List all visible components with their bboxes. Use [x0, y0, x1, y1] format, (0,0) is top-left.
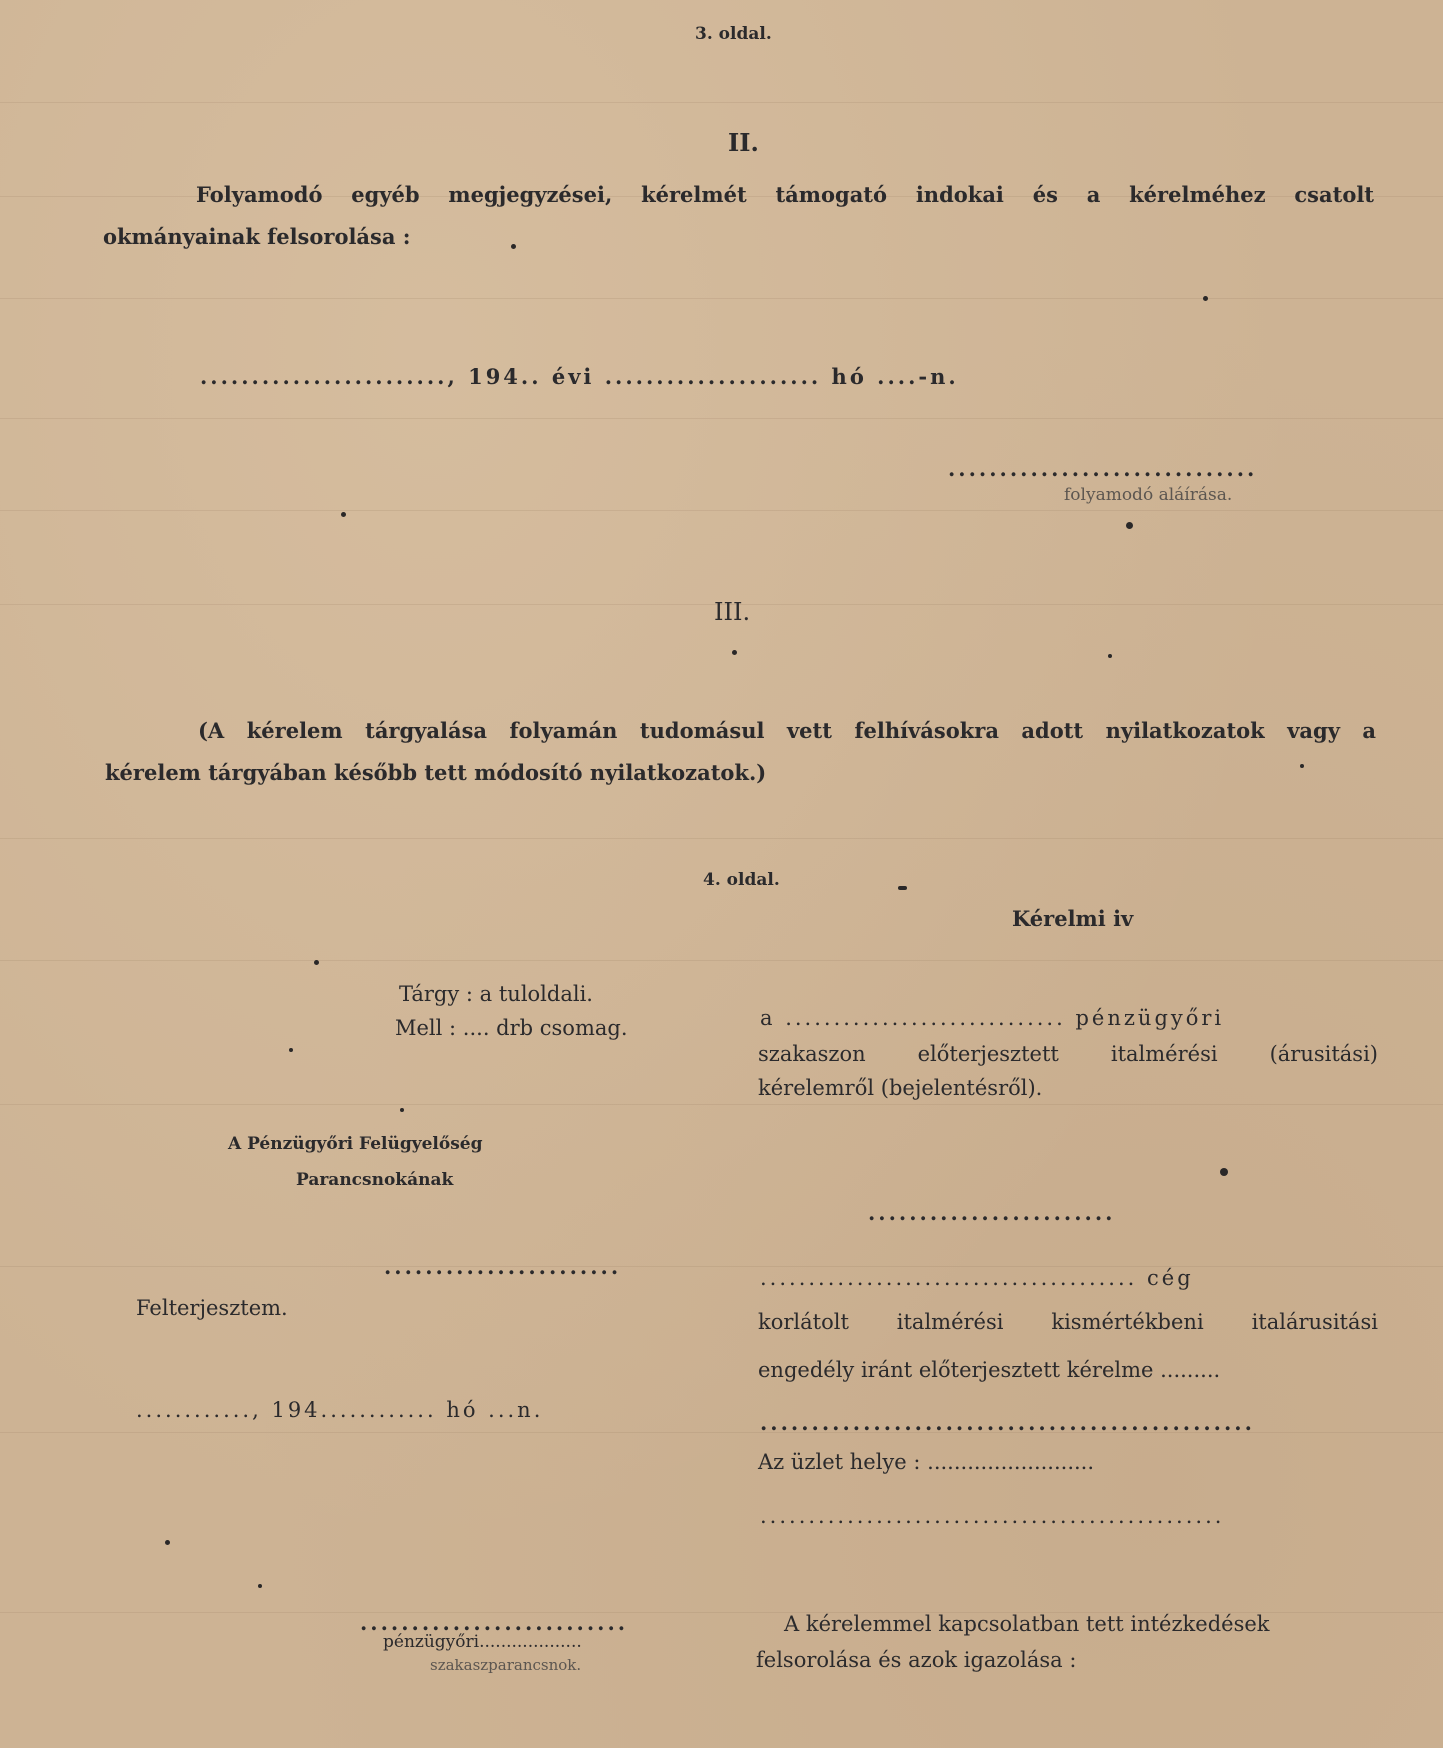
permit-line-a: korlátolt italmérési kismértékbeni italárusitási	[758, 1310, 1378, 1334]
measures-line2: felsorolása és azok igazolása :	[756, 1648, 1077, 1672]
left-signature-label: szakaszparancsnok.	[430, 1656, 582, 1674]
attachment-line: Mell : .... drb csomag.	[395, 1016, 628, 1040]
scan-speck	[341, 512, 346, 517]
ruled-line	[0, 838, 1443, 839]
ruled-line	[0, 1266, 1443, 1267]
section3-text-line1: (A kérelem tárgyalása folyamán tudomásul vett felhívásokra adott nyilatkozatok vagy a	[198, 718, 1376, 743]
signature-label: folyamodó aláírása.	[1064, 485, 1233, 505]
scan-speck	[511, 244, 516, 249]
measures-line1: A kérelemmel kapcsolatban tett intézkedések	[784, 1612, 1270, 1636]
section2-text-line1: Folyamodó egyéb megjegyzései, kérelmét támogató indokai és a kérelméhez csatolt	[196, 182, 1374, 207]
ruled-line	[0, 418, 1443, 419]
company-line: ....................................... cég	[760, 1266, 1194, 1290]
scan-speck	[732, 650, 737, 655]
scan-speck	[1300, 764, 1304, 768]
section2-numeral: II.	[728, 128, 759, 157]
ruled-line	[0, 510, 1443, 511]
ruled-line	[0, 102, 1443, 103]
subject-line: Tárgy : a tuloldali.	[399, 982, 593, 1006]
scan-speck	[165, 1540, 170, 1545]
right-dotted-name-line: ........................	[868, 1200, 1116, 1225]
shop-place-line: Az üzlet helye : .........................	[758, 1450, 1095, 1474]
right-intro-line1: a ............................. pénzügyőri	[760, 1006, 1225, 1030]
addressee-line1: A Pénzügyőri Felügyelőség	[228, 1134, 483, 1154]
page4-header: 4. oldal.	[703, 870, 780, 890]
scan-speck	[898, 886, 907, 890]
scan-speck	[1203, 296, 1208, 301]
section3-text-line2: kérelem tárgyában később tett módosító nyilatkozatok.)	[105, 760, 767, 785]
ruled-line	[0, 960, 1443, 961]
section2-date-line: ........................, 194.. évi ..................... hó ....-n.	[200, 364, 959, 389]
left-signature-dots: ..........................	[360, 1610, 629, 1635]
scan-speck	[400, 1108, 404, 1112]
form-title: Kérelmi iv	[1012, 906, 1134, 931]
ruled-line	[0, 298, 1443, 299]
left-date-line: ............, 194............ hó ...n.	[136, 1398, 544, 1422]
right-intro-line3: kérelemről (bejelentésről).	[758, 1076, 1043, 1100]
scan-speck	[289, 1048, 293, 1052]
addressee-line2: Parancsnokának	[296, 1170, 454, 1190]
right-dotted-line: ................................................	[760, 1410, 1255, 1435]
permit-line-b: engedély iránt előterjesztett kérelme .........	[758, 1358, 1221, 1382]
scan-speck	[314, 960, 319, 965]
left-dotted-line: .......................	[384, 1254, 622, 1279]
section2-text-line2: okmányainak felsorolása :	[103, 224, 411, 249]
scan-speck	[1108, 654, 1112, 658]
scan-speck	[258, 1584, 262, 1588]
left-signature-line: pénzügyőri...................	[383, 1632, 582, 1652]
ruled-line	[0, 1104, 1443, 1105]
scan-speck	[1126, 522, 1133, 529]
right-intro-line2: szakaszon előterjesztett italmérési (árusitási)	[758, 1042, 1378, 1066]
page3-header: 3. oldal.	[695, 24, 772, 44]
right-dotted-line-2: ................................................	[760, 1504, 1225, 1528]
scan-speck	[1220, 1168, 1228, 1176]
forwarded-text: Felterjesztem.	[136, 1296, 288, 1320]
signature-dotted-line: ..............................	[948, 456, 1258, 481]
section3-numeral: III.	[714, 598, 751, 626]
